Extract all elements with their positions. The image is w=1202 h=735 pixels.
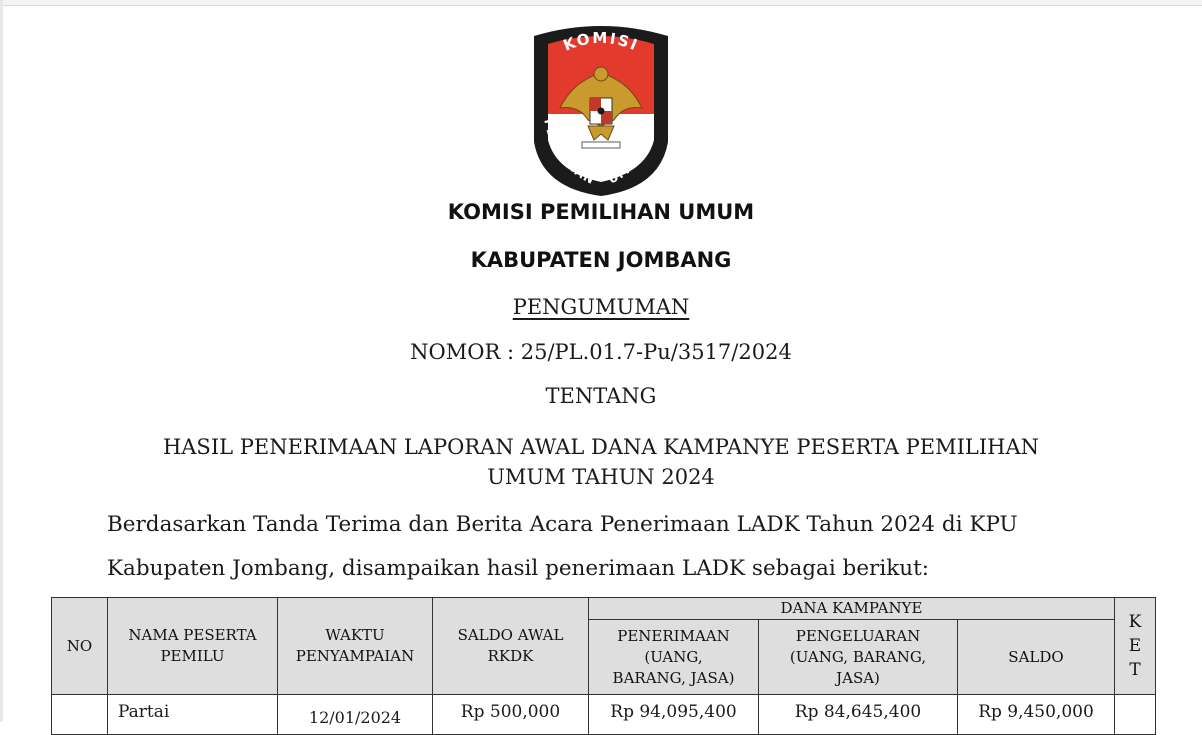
logo-top-text: KOMISI bbox=[560, 28, 642, 55]
cell-saldo-awal: Rp 500,000 bbox=[433, 695, 589, 735]
cell-penerimaan: Rp 94,095,400 bbox=[589, 695, 759, 735]
page-top-edge bbox=[0, 0, 1202, 6]
about-label: TENTANG bbox=[545, 384, 657, 408]
org-heading: KOMISI PEMILIHAN UMUM bbox=[447, 200, 755, 224]
ladk-table bbox=[51, 597, 1156, 735]
cell-pengeluaran: Rp 84,645,400 bbox=[759, 695, 958, 735]
doc-number: NOMOR : 25/PL.01.7-Pu/3517/2024 bbox=[410, 340, 792, 364]
cell-saldo: Rp 9,450,000 bbox=[958, 695, 1115, 735]
cell-nama: Partai bbox=[108, 695, 278, 735]
body-paragraph-line-2: Kabupaten Jombang, disampaikan hasil penerimaan LADK sebagai berikut: bbox=[107, 556, 929, 581]
svg-text:PEMILIHAN: PEMILIHAN bbox=[541, 117, 598, 188]
kpu-logo-icon bbox=[526, 22, 676, 197]
header-pengeluaran: PENGELUARAN (UANG, BARANG, JASA) bbox=[759, 620, 958, 695]
doc-subject: HASIL PENERIMAAN LAPORAN AWAL DANA KAMPANYE PESERTA PEMILIHAN UMUM TAHUN 2024 bbox=[162, 435, 1040, 489]
cell-ket bbox=[1115, 695, 1156, 735]
header-nama-peserta: NAMA PESERTA PEMILU bbox=[108, 598, 278, 695]
body-paragraph-line-1: Berdasarkan Tanda Terima dan Berita Acara Penerimaan LADK Tahun 2024 di KPU bbox=[107, 512, 1018, 537]
svg-text:UMUM: UMUM bbox=[605, 146, 649, 187]
header-ket: K E T bbox=[1115, 598, 1156, 695]
cell-waktu: 12/01/2024 bbox=[278, 695, 433, 735]
header-penerimaan: PENERIMAAN (UANG, BARANG, JASA) bbox=[589, 620, 759, 695]
header-no: NO bbox=[52, 598, 108, 695]
header-saldo-awal: SALDO AWAL RKDK bbox=[433, 598, 589, 695]
cell-no bbox=[52, 695, 108, 735]
doc-type-title: PENGUMUMAN bbox=[512, 295, 690, 319]
header-waktu: WAKTU PENYAMPAIAN bbox=[278, 598, 433, 695]
region-heading: KABUPATEN JOMBANG bbox=[470, 248, 732, 272]
header-dana-kampanye: DANA KAMPANYE bbox=[589, 598, 1115, 620]
header-saldo: SALDO bbox=[958, 620, 1115, 695]
table-row bbox=[52, 695, 1156, 735]
